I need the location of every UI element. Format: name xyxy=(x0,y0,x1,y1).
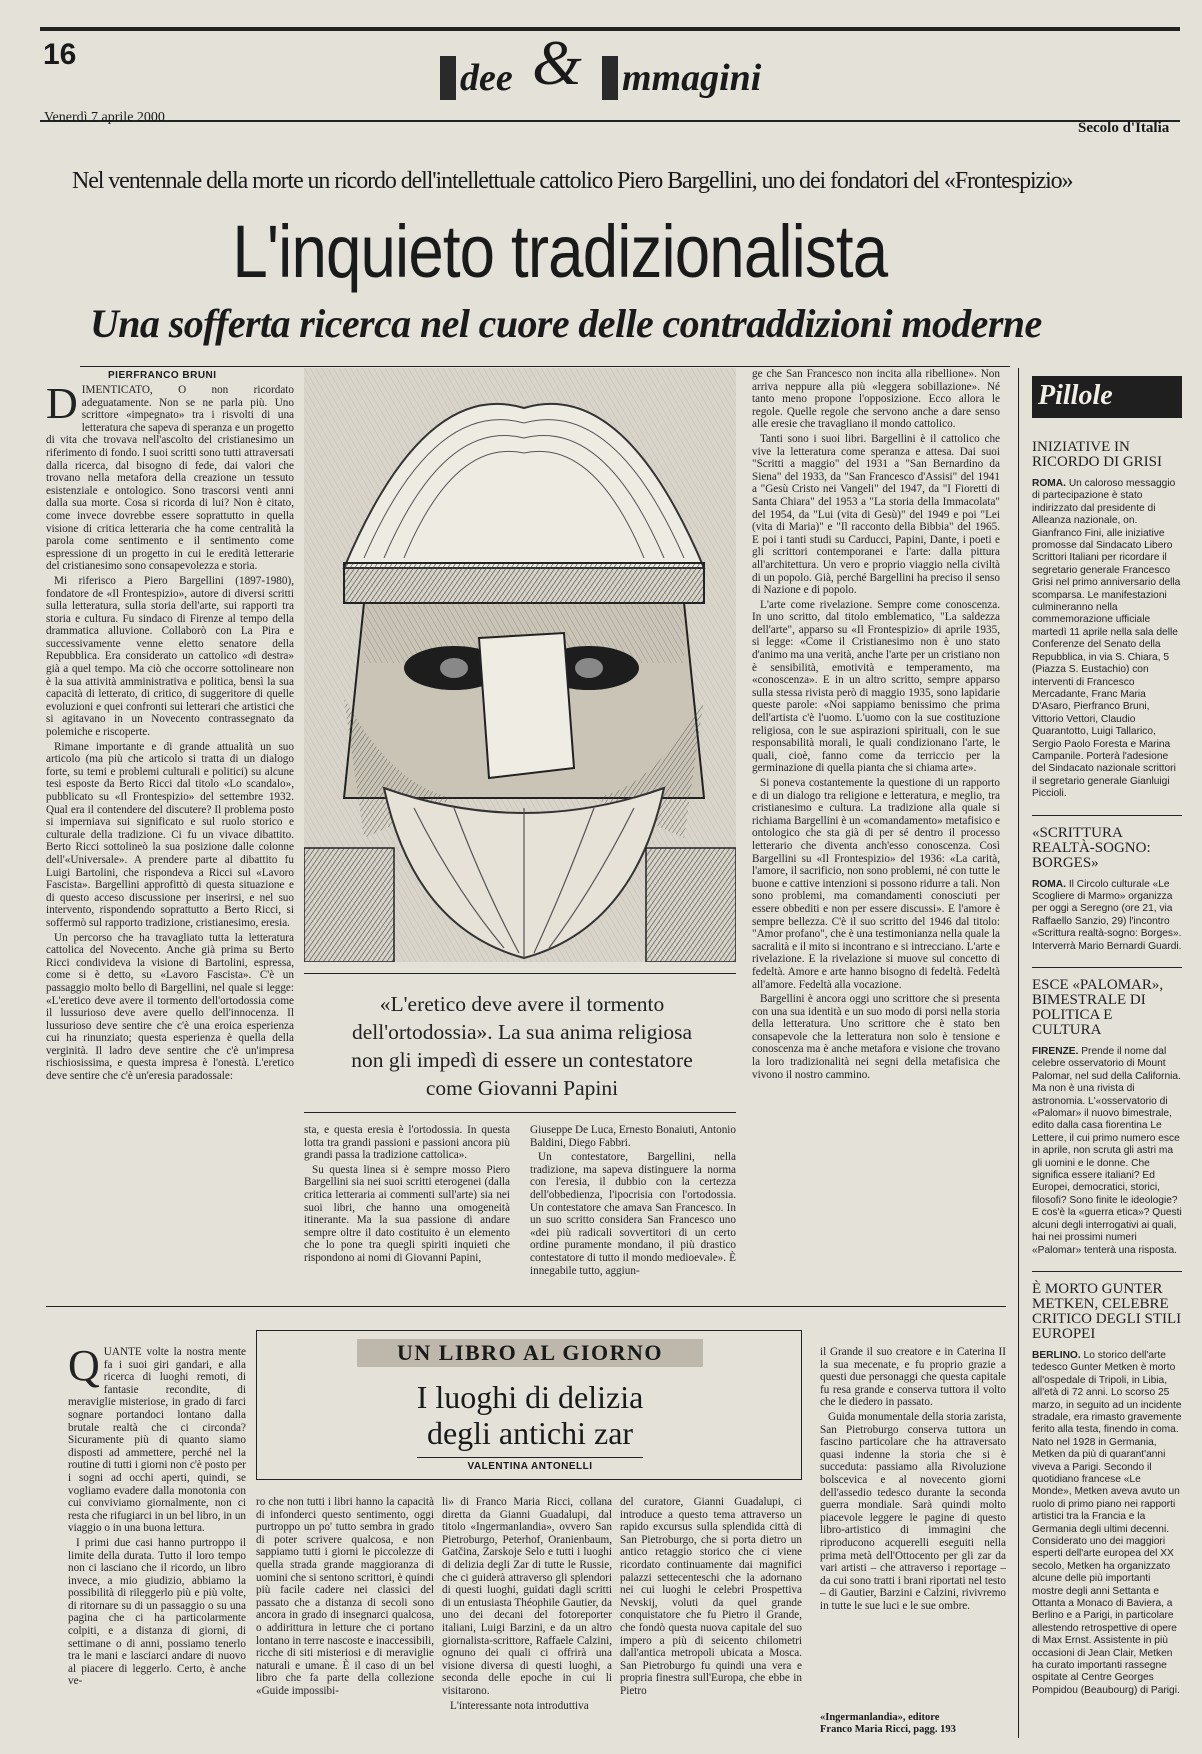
book-column-2 xyxy=(256,1496,434,1744)
article-col3-para2: Un contestatore, Bargellini, nella tradizione, ma sapeva distinguere la norma con l'eresia, il dubbio con la certezza dell'obbedienza, l'ipocrisia con l'ortodossia. Un contestatore che amava San Francesco. In un suo scritto considera San Francesco uno «dei più radicali sovvertitori di un certo ordine puramente mondano, il più drastico contestatore di tutto il mondo medioevale». È innegabile tutto, aggiun- xyxy=(530,1151,736,1277)
article-col4-para4: Si poneva costantemente la questione di un rapporto e di un dialogo tra religione e letteratura, e meglio, tra cristianesimo e cultura. La tradizione alla quale si richiama Bargellini è un «comandamento» metafisico e ontologico che sta già di per sé dentro il processo letterario che diventa anch'esso conoscenza. Così Bargellini su «Il Frontespizio» del 1936: «La carità, l'amore, il sacrificio, non sono problemi, né con tutte le buone e cattive intenzioni si possono ridurre a tali. Non sono problemi, ma comandamenti conosciuti per essere obbediti e non per essere discussi». E l'amore è sempre bellezza. C'è il suo scritto del 1946 dal titolo: "Amor profano", che è una testimonianza nella quale la sacralità e il mito si incontrano e si intrecciano. L'arte e rivelazione. E la rivelazione si muove sul concetto di fedeltà. Amore e arte hanno bisogno di fedeltà. Fedeltà all'amore. Fedeltà alla vocazione. xyxy=(752,777,1000,991)
article-column-4 xyxy=(752,368,1000,1294)
book-banner-label: UN LIBRO AL GIORNO xyxy=(397,1340,663,1365)
pillole-title: Pillole xyxy=(1038,380,1113,411)
pillole-item-2-city: ROMA. xyxy=(1032,878,1066,890)
article-col3-para1: Giuseppe De Luca, Ernesto Bonaiuti, Antonio Baldini, Diego Fabbri. xyxy=(530,1124,736,1149)
pillole-item-3-headline: ESCE «PALOMAR», BIMESTRALE DI POLITICA E CULTURA xyxy=(1032,977,1164,1038)
book-citation-detail: Franco Maria Ricci, pagg. 193 xyxy=(820,1724,956,1735)
book-headline-line2: degli antichi zar xyxy=(426,1415,634,1451)
book-headline-box xyxy=(256,1330,802,1480)
book-column-3 xyxy=(442,1496,612,1744)
book-head-portrait-icon xyxy=(304,368,736,962)
article-headline: L'inquieto tradizionalista xyxy=(232,210,888,293)
pillole-separator xyxy=(1018,368,1019,1738)
book-author: VALENTINA ANTONELLI xyxy=(467,1461,593,1472)
pillole-item-3 xyxy=(1032,978,1182,1257)
book-col5-para2: Guida monumentale della storia zarista, San Pietroburgo conserva tuttora un fascino particolare che ha attraversato quasi indenne la storia che si è succeduta: passiamo alla Rivoluzione bolscevica e al novecento giorni dell'assedio tedesco durante la seconda guerra mondiale. Sarà quindi molto piacevole leggere le pagine di questo libro-artistico di immagini che riproducono acquerelli eseguiti nella prima metà dell'Ottocento per gli zar da vari artisti – che attraverso i reportage – da cui sono tratti i brani riportati nel testo – di Gautier, Barzini e Calzini, rivivremo in tutte le sue luci e le sue ombre. xyxy=(820,1410,1006,1612)
section-title-bar1 xyxy=(440,56,456,100)
pillole-item-2-headline: «SCRITTURA REALTÀ-SOGNO: BORGES» xyxy=(1032,824,1151,871)
article-col4-para5: Bargellini è ancora oggi uno scrittore che si presenta con una sua identità e un suo modo di porsi nella storia della letteratura. Uno scrittore che è stato ben consapevole che la letteratura non solo è tensione e conoscenza ma è anche metafora e visione che trovano la loro tradizionalità nei segni della metafisica che vivono il nostro cammino. xyxy=(752,993,1000,1081)
pillole-item-4-body: Lo storico dell'arte tedesco Gunter Metken è morto all'ospedale di Tripoli, in Libia, all'età di 72 anni. Lo scorso 25 marzo, in seguito ad un incidente stradale, era rimasto gravemente ferito alla testa, finendo in coma. Nato nel 1928 in Germania, Metken da più di quarant'anni viveva a Parigi. Secondo il quotidiano francese «Le Monde», Metken aveva avuto un ruolo di primo piano nei rapporti artistici tra la Francia e la Germania degli ultimi decenni. Considerato uno dei maggiori esperti dell'arte europea del XX secolo, Metken ha organizzato alcune delle più importanti mostre degli anni Settanta e Ottanta a Monaco di Baviera, a Berlino e a Parigi, in particolare allestendo retrospettive di opere di Max Ernst. Assistente in più occasioni di Jean Clair, Metken ha curato importanti rassegne ospitate al Centre Georges Pompidou (Beaubourg) di Parigi. xyxy=(1032,1349,1182,1696)
pillole-rule-2 xyxy=(1032,967,1182,968)
book-dropcap: Q xyxy=(68,1346,100,1390)
article-col2-para2: Su questa linea si è sempre mosso Piero Bargellini sia nei suoi scritti eterogenei (dalla critica letteraria ai commenti sull'arte) sia nei suoi libri, che hanno una omogeneità itinerante. Ma la sua passione di andare sempre oltre il dato costituito è un elemento che lo pone tra quegli spiriti inquieti che rispondono ai nomi di Giovanni Papini, xyxy=(304,1163,510,1264)
article-author: PIERFRANCO BRUNI xyxy=(108,370,217,381)
article-col1-para2: Mi riferisco a Piero Bargellini (1897-1980), fondatore de «Il Frontespizio», autore di diversi scritti sulla letteratura, sulla storia dell'arte, sui rapporti tra storia e cultura. Fu sindaco di Firenze al tempo della drammatica alluvione. Collaborò con La Pira e successivamente venne eletto senatore della Repubblica. Era considerato un cattolico «di destra» già a quel tempo. Ma ciò che occorre sottolineare non è la sua attività amministrativa e politica, bensì la sua capacità di letterato, di critico, di suggeritore di quelle evoluzioni e quei confronti sui letterari che artistici che si agitavano in un Novecento contrassegnato da polemiche e riscoperte. xyxy=(46,574,294,739)
article-subheadline: Una sofferta ricerca nel cuore delle contraddizioni moderne xyxy=(90,301,1042,346)
pillole-item-3-body: Prende il nome dal celebre osservatorio di Mount Palomar, nel sud della California. Ma non è una rivista di astronomia. L'«osservatorio di «Palomar» il nuovo bimestrale, edito dalla casa fiorentina Le Lettere, il cui primo numero esce in aprile, non scruta gli astri ma gli uomini e le donne. Che significa essere italiani? Ed Europei, democratici, storici, filosofi? Sono finite le ideologie? E cos'è la «guerra etica»? Questi alcuni degli interrogativi ai quali, hai nei prossimi numeri «Palomar» tenterà una risposta. xyxy=(1032,1046,1182,1256)
book-col5-para1: il Grande il suo creatore e in Caterina II la sua mecenate, e fu proprio grazie a questi due personaggi che questa capitale fu resa grande e conserva tuttora il volto che le diedero in passato. xyxy=(820,1346,1006,1409)
pillole-item-1-city: ROMA. xyxy=(1032,478,1066,489)
article-column-2 xyxy=(304,1124,510,1294)
article-col1-para1: IMENTICATO, O non ricordato adeguatamente. Non se ne parla più. Uno scrittore «impegnato» tra i risvolti di una letteratura che sapeva di speranza e un progetto di vita che trovava nell'ascolto del cristianesimo un riferimento di fondo. I suoi scritti sono tutti attraversati dalla ricerca, dal bisogno di fede, dai valori che trovano nella metafora della creazione un tessuto esistenziale e ontologico. Sono trascorsi venti anni dalla sua morte. Cosa si ricorda di lui? Non è citato, come invece dovrebbe essere soprattutto in quella visione di critica letteraria che ha come centralità la parola come sentimento e il sentimento come espressione di un progetto in cui le eredità letterarie del cristianesimo sono consapevolezza e storia. xyxy=(46,384,294,573)
book-column-1 xyxy=(68,1346,246,1744)
section-title-part1: dee xyxy=(460,57,513,99)
section-title xyxy=(440,26,820,106)
article-col4-para1: ge che San Francesco non incita alla ribellione». Non arriva neppure alla più «leggera sobillazione». Né tanto meno propone l'opposizione. Ecco allora le regole. Quelle regole che servono anche a dare senso alle eresie che travagliano il mondo cattolico. xyxy=(752,368,1000,431)
book-col2-para1: ro che non tutti i libri hanno la capacità di infonderci questo sentimento, oggi purtroppo un po' tutto sembra in grado di poter scrivere qualcosa, e non sappiamo tutti i giorni le piccolezze di quella strada grande maggioranza di uomini che si sentono scrittori, è quindi più facile cadere nei classici del passato che a distanza di secoli sono ancora in grado di insegnarci qualcosa, o addirittura in letture che ci portano lontano in terre nascoste e inaccessibili, ricche di siti misteriosi e di meraviglie naturali e umane. È il caso di un bel libro che fa parte della collezione «Guide impossibi- xyxy=(256,1496,434,1697)
article-illustration xyxy=(304,368,736,962)
page-number: 16 xyxy=(43,38,77,71)
book-box-top-rule xyxy=(46,1306,1006,1307)
pillole-item-2-body: Il Circolo culturale «Le Scogliere di Marmo» organizza per oggi a Seregno (ore 21, via Raffaello Sanzio, 29) l'incontro «Scrittura realtà-sogno: Borges». Interverrà Mario Bernardi Guardi. xyxy=(1032,878,1182,952)
book-citation xyxy=(820,1712,1006,1736)
book-col1-para2: I primi due casi hanno purtroppo il limite della durata. Tutto il loro tempo non ci lasciano che il ricordo, un libro invece, a mio giudizio, abbiamo la possibilità di rileggerlo più e più volte, di ritornare su di un passaggio o su una pagina che ci ha particolarmente colpiti, e a distanza di giorni, di settimane o di anni, possiamo tenerlo tra le mani e lasciarci andare di nuovo al piacere di leggerlo. Certo, è anche ve- xyxy=(68,1536,246,1688)
pillole-item-2 xyxy=(1032,826,1182,953)
pullquote-rule-bottom xyxy=(304,1112,736,1113)
article-col4-para3: L'arte come rivelazione. Sempre come conoscenza. In uno scritto, dal titolo emblematico, "La saldezza dell'arte", apparso su «Il Frontespizio» di aprile 1935, si legge: «Come il Cristianesimo non è uno stato d'animo ma una verità, anche l'arte per un cristiano non è sensibilità, emotività e temperamento, ma «conoscenza». E in un altro scritto, sempre apparso sulla stessa rivista però di maggio 1935, sono lapidarie queste parole: «Noi sappiamo benissimo che prima dell'artista c'è l'uomo. L'uomo con la sue costituzione religiosa, con le sue aspirazioni spirituali, con le sue responsabilità morali, le quali condizionano l'arte, le quali, cioè, fanno come da terriccio per la germinazione di quella pianta che si chiama arte». xyxy=(752,598,1000,775)
headline-rule xyxy=(80,366,1010,367)
article-col1-para3: Rimane importante e di grande attualità un suo articolo (ma più che articolo si tratta di un dialogo forte, su temi e problemi culturali e politici) su alcune tesi esposte da Berto Ricci dal titolo «Lo scandalo», pubblicato su «Il Frontespizio» del settembre 1932. Qual era il contendere del discutere? Il problema posto si imperniava sui significato e sul ruolo storico e culturale della tradizione. Ci fu un vivace dibattito. Berto Ricci sottolineò la sua posizione dalle colonne dell'«Universale». A prendere parte al dibattito fu Luigi Bartolini, che rispondeva a Ricci sul «Lavoro Fascista». Bargellini approfittò di questa situazione e di questo acceso discussione per inserirsi, e nel suo intervento, rispondendo soprattutto a Berto Ricci, si soffermò sul rapporto tradizione, cristianesimo, eresia. xyxy=(46,740,294,929)
pillole-rule-3 xyxy=(1032,1271,1182,1272)
article-pull-quote: «L'eretico deve avere il tormento dell'ortodossia». La sua anima religiosa non gli impedì di essere un contestatore come Giovanni Papini xyxy=(351,992,693,1100)
pillole-item-4-headline: È MORTO GUNTER METKEN, CELEBRE CRITICO DEGLI STILI EUROPEI xyxy=(1032,1280,1182,1342)
section-ampersand: & xyxy=(532,27,582,98)
pillole-sidebar xyxy=(1032,376,1182,1746)
book-headline-line1: I luoghi di delizia xyxy=(416,1379,644,1415)
article-column-1 xyxy=(46,384,294,1288)
book-column-5 xyxy=(820,1346,1006,1702)
article-col4-para2: Tanti sono i suoi libri. Bargellini è il cattolico che vive la letteratura come speranza e attesa. Dai suoi "Scritti a maggio" del 1931 a "San Bernardino da Siena" del 1933, da "San Francesco d'Assisi" del 1941 a "Gesù Cristo nei Vangeli" del 1947, da "I Fioretti di Santa Chiara" del 1953 a "La storia della Immacolata" del 1954, da "Lui (vita di Gesù)" del 1949 e poi "Lei (vita di Maria)" e "Il racconto della Bibbia" del 1965. E poi i tanti studi su Carducci, Papini, Dante, i poeti e gli scrittori contemporanei e l'arte: dalla pittura all'architettura. Un vero e proprio viaggio nella civiltà di un popolo. Già, perché Bargellini ha preciso il senso di Nazione e di popolo. xyxy=(752,432,1000,597)
pillole-banner xyxy=(1032,376,1182,418)
pillole-item-4-city: BERLINO. xyxy=(1032,1349,1081,1361)
pillole-item-1 xyxy=(1032,440,1182,801)
article-kicker: Nel ventennale della morte un ricordo dell'intellettuale cattolico Piero Bargellini, uno dei fondatori del «Frontespizio» xyxy=(72,168,1073,194)
pillole-item-4 xyxy=(1032,1282,1182,1697)
pillole-item-1-headline: INIZIATIVE IN RICORDO DI GRISI xyxy=(1032,439,1163,470)
newspaper-name: Secolo d'Italia xyxy=(1078,120,1170,136)
book-banner xyxy=(357,1339,703,1367)
book-citation-title: «Ingermanlandia», editore xyxy=(820,1712,940,1723)
section-title-bar2 xyxy=(602,56,618,100)
book-col3-para1: li» di Franco Maria Ricci, collana diretta da Gianni Guadalupi, dal titolo «Ingermanlandia», ovvero San Pietroburgo, Peterhof, Oranienbaum, Gatčina, Zarskoje Selo e tutti i luoghi di delizia degli Zar di tutte le Russie, che ci guiderà attraverso gli splendori di questi luoghi, guidati dagli scritti di un entusiasta Théophile Gautier, da uno dei decani del fotoreporter italiani, Luigi Barzini, e da un altro giornalista-scrittore, Raffaele Calzini, ognuno dei quali ci offrirà una visione diversa di questi luoghi, a seconda delle epoche in cui li visitarono. xyxy=(442,1496,612,1697)
pillole-item-3-city: FIRENZE. xyxy=(1032,1046,1079,1057)
article-dropcap: D xyxy=(46,384,78,428)
header-rule xyxy=(40,120,1180,122)
pillole-item-1-body: Un caloroso messaggio di partecipazione è stato indirizzato dal presidente di Alleanza nazionale, on. Gianfranco Fini, alle iniziative promosse dal Sindacato Libero Scrittori Italiani per ricordare il segretario generale Francesco Grisi nel primo anniversario della scomparsa. Le manifestazioni culmineranno nella commemorazione ufficiale martedì 11 aprile nella sala delle Conferenze del Senato della Repubblica, in via S. Chiara, 5 (Piazza S. Eustachio) con interventi di Francesco Mercadante, Franc Maria D'Asaro, Pierfranco Bruni, Vittorio Vettori, Claudio Quarantotto, Luigi Tallarico, Sergio Paolo Foresta e Marina Campanile. Porterà l'adesione del Sindacato nazionale scrittori il segretario generale Gianluigi Piccioli. xyxy=(1032,478,1181,800)
pullquote-rule-top xyxy=(304,973,736,974)
book-col4-para1: del curatore, Gianni Guadalupi, ci introduce a questo tema attraverso un rapido excursus sulla splendida città di San Pietroburgo, che si porta dietro un antico retaggio storico che ci viene ricordato continuamente dai magnifici palazzi settecenteschi che la adornano nei cui luoghi le celebri Prospettiva Nevskij, voluti da quel grande conquistatore che fu Pietro il Grande, che fondò questa nuova capitale del suo impero a più di seicento chilometri dall'antica metropoli ubicata a Mosca. San Pietroburgo fu quindi una vera e propria finestra sull'Europa, che ebbe in Pietro xyxy=(620,1496,802,1697)
book-col3-para2: L'interessante nota introduttiva xyxy=(450,1699,589,1712)
issue-date: Venerdì 7 aprile 2000 xyxy=(44,110,165,125)
article-col2-para1: sta, e questa eresia è l'ortodossia. In questa lotta tra grandi passioni e passioni ancora più grandi passa la tradizione cattolica». xyxy=(304,1124,510,1162)
section-title-part2: mmagini xyxy=(622,57,762,99)
book-column-4 xyxy=(620,1496,802,1744)
book-author-rule xyxy=(417,1457,643,1458)
article-col1-para4: Un percorso che ha travagliato tutta la letteratura cattolica del Novecento. Anche già prima su Berto Ricci condivideva la visione di Bartolini, espressa, come si è detto, su «Lavoro Fascista». C'è un passaggio molto bello di Bargellini, nel quale si legge: «L'eretico deve avere il tormento dell'ortodossia come il lussurioso deve avere quello dell'innocenza. Il lussurioso deve sentire che c'è una eroica esperienza cui ha rinunziato; questa esperienza è quella della verginità. Il ladro deve sentire che c'è un'impresa rischiosissima, e questa impresa è l'onestà. L'eretico deve sentire che c'è un'eresia paradossale: xyxy=(46,931,294,1083)
article-column-3 xyxy=(530,1124,736,1294)
book-col1-para1: UANTE volte la nostra mente fa i suoi giri gandari, e alla ricerca di luoghi remoti, di fantasie recondite, di meraviglie misteriose, in grado di farci sognare portandoci lontano dalla brutale realtà che ci circonda? Sicuramente più di quanto siamo disposti ad ammettere, perché nel la routine di tutti i giorni non c'è posto per i sogni ad occhi aperti, quindi, se vogliamo evadere dalla monotonia con cui conviviamo giornalmente, non ci resta che rifugiarci in un bel libro, in un viaggio o in una buona lettura. xyxy=(68,1346,246,1535)
pillole-rule-1 xyxy=(1032,815,1182,816)
